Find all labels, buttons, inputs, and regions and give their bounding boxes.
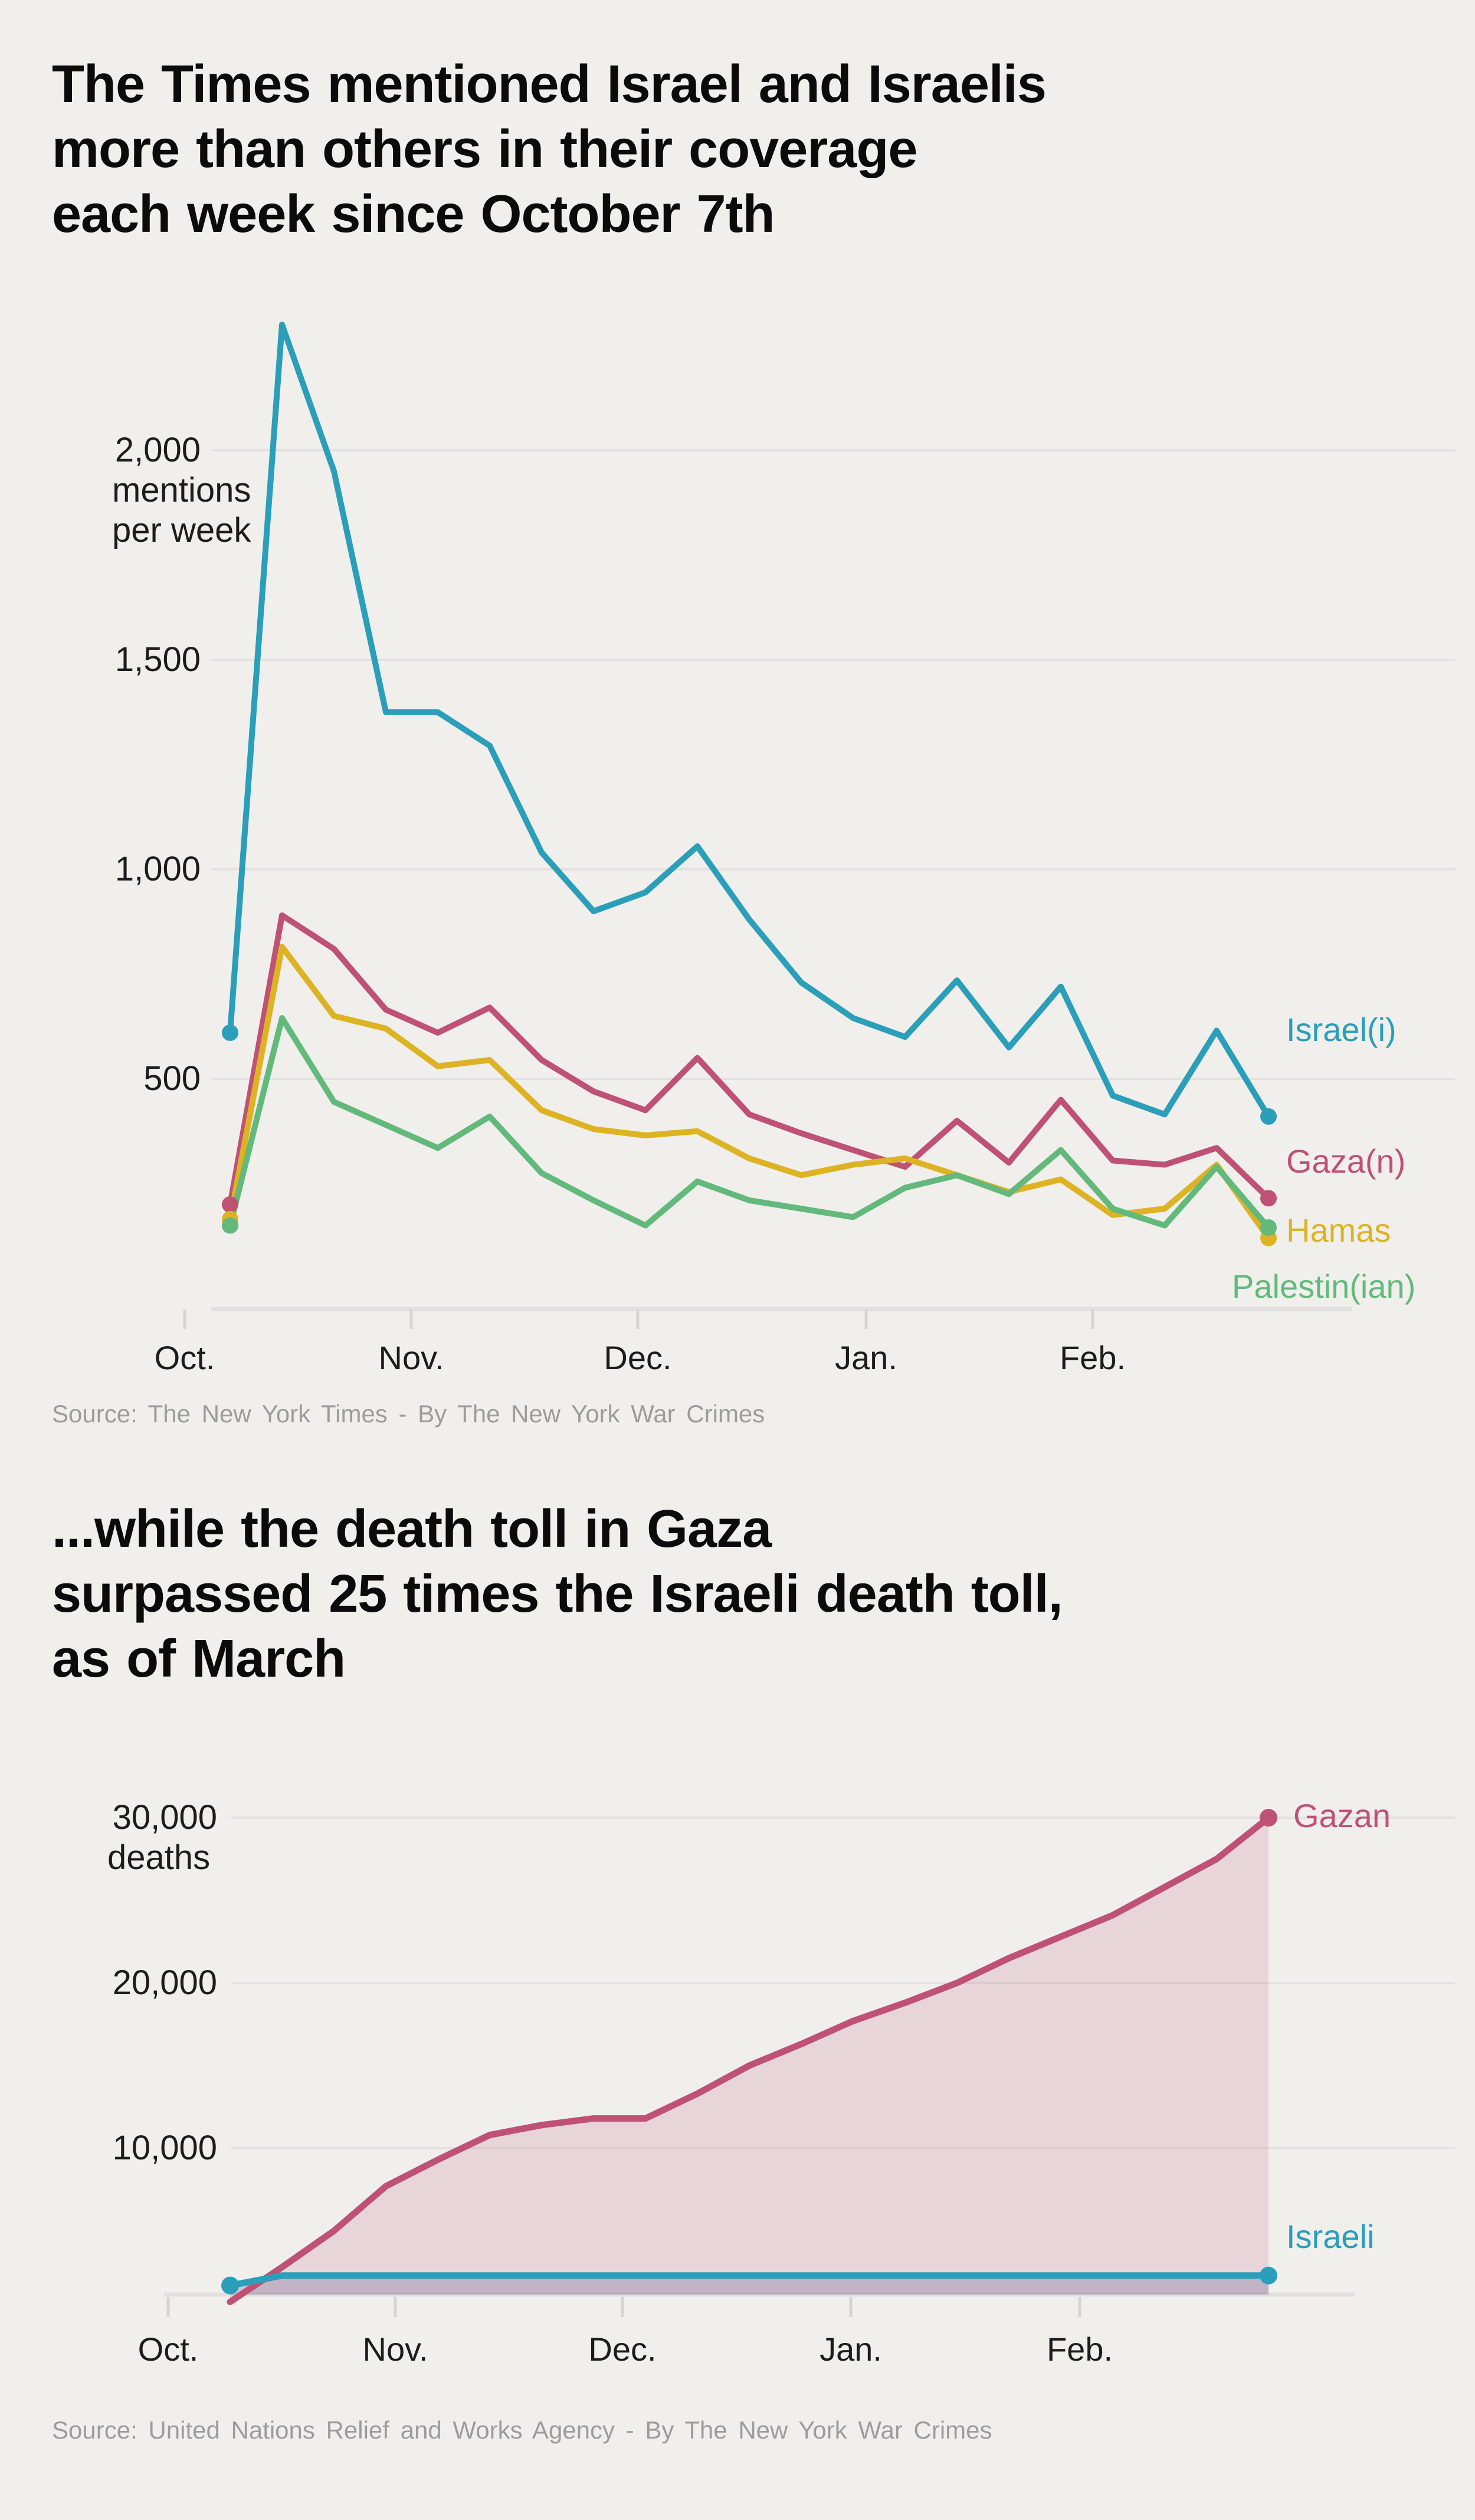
chart1-y-label-2000: 2,000 [114, 431, 201, 469]
chart2-month-label-oct: Oct. [137, 2331, 199, 2368]
chart1-legend-palestinian: Palestin(ian) [1232, 1268, 1416, 1305]
chart1-title-line-3: each week since October 7th [52, 185, 775, 244]
chart1-month-label-nov: Nov. [378, 1339, 444, 1376]
chart2-y-label-20000: 20,000 [112, 1963, 217, 2002]
chart2-y-label-30000: 30,000 [112, 1798, 217, 1837]
chart1-title-line-2: more than others in their coverage [52, 120, 917, 179]
chart1-legend-gazan: Gaza(n) [1286, 1143, 1406, 1180]
chart1-month-label-dec: Dec. [604, 1339, 672, 1376]
chart2-legend-gazan: Gazan [1293, 1797, 1391, 1834]
chart2-month-label-jan: Jan. [820, 2331, 882, 2368]
chart2-legend-israeli: Israeli [1286, 2218, 1375, 2255]
chart1-source: Source: The New York Times - By The New York War Crimes [52, 1400, 765, 1428]
chart2-month-label-dec: Dec. [588, 2331, 657, 2368]
chart1-title-line-1: The Times mentioned Israel and Israelis [52, 55, 1046, 114]
chart2-source: Source: United Nations Relief and Works Agency - By The New York War Crimes [52, 2416, 992, 2444]
chart2-title [52, 1497, 1063, 1691]
chart2-title-line-3: as of March [52, 1629, 346, 1688]
chart1-y-label-1000: 1,000 [114, 850, 201, 888]
chart2-month-label-nov: Nov. [362, 2331, 428, 2368]
chart1-month-label-jan: Jan. [835, 1339, 897, 1376]
chart1-y-label-1500: 1,500 [114, 640, 201, 679]
chart2-month-label-feb: Feb. [1046, 2331, 1113, 2368]
chart2-y-label-10000: 10,000 [112, 2129, 217, 2167]
chart1-legend-israeli: Israel(i) [1286, 1011, 1397, 1048]
chart1-y-unit-line-1: mentions [112, 471, 251, 509]
chart1-month-label-oct: Oct. [154, 1339, 215, 1376]
chart1-y-label-500: 500 [143, 1059, 201, 1098]
chart2-title-line-1: ...while the death toll in Gaza [52, 1500, 772, 1559]
chart1-title [52, 52, 1046, 247]
chart2-title-line-2: surpassed 25 times the Israeli death toll, [52, 1565, 1063, 1624]
chart1-legend-hamas: Hamas [1286, 1212, 1391, 1249]
chart1-month-label-feb: Feb. [1059, 1339, 1126, 1376]
chart1-y-unit-line-2: per week [112, 511, 251, 549]
chart2-y-unit-deaths: deaths [107, 1838, 211, 1877]
